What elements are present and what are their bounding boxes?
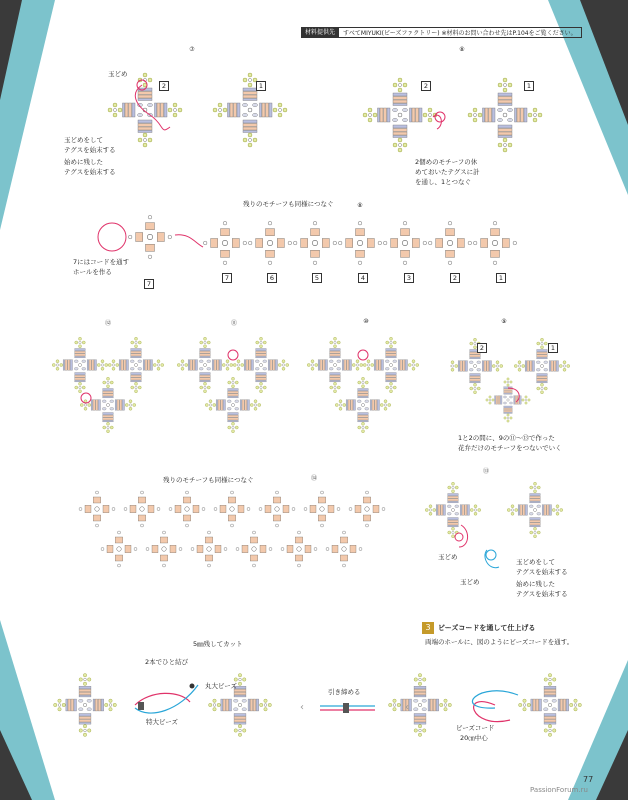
tie-off-note-b-2: テグスを始末する [516,568,568,576]
box-2-c: 2 [477,343,487,353]
chain-box-2: 2 [450,273,460,283]
box-2-a: 2 [159,81,169,91]
step-3-number: 3 [422,622,434,634]
box-1-c: 1 [548,343,558,353]
tie-off-note-a-2: テグスを始末する [64,146,116,154]
materials-header [301,27,582,38]
chain-box-1: 1 [496,273,506,283]
watermark: PassionForum.ru [530,786,588,794]
step-8-diagram [345,55,565,165]
step-9-note-2: 花弁だけのモチーフをつないでいく [458,444,562,452]
svg-text:‹: ‹ [405,702,409,713]
step-14-label: ⑭ [310,475,318,482]
box-1-b: 1 [524,81,534,91]
step-9-note-1: 1と2の間に、9の⑪〜⑬で作った [458,434,555,442]
tie-off-note-b-4: テグスを始末する [516,590,568,598]
bead-large-label: 丸大ビーズ [205,682,237,690]
chain-box-6: 6 [267,273,277,283]
step-8b-label: ⑧ [357,202,363,209]
corner-decoration-top-left [0,0,70,240]
tie-off-note-b-3: 始めに残した [516,580,555,588]
step-8-note-2: めておいたテグスに計 [415,168,480,176]
step-8-chain-diagram [95,205,545,280]
tamadome-label-b: 玉どめ [438,553,458,561]
step-14-diagram [62,485,402,575]
cut-note: 5㎜残してカット [193,640,243,648]
box-1-a: 1 [256,81,266,91]
join-rest-label-b: 残りのモチーフも同様につなぐ [163,476,254,484]
pull-tight-label: 引き締める [328,688,361,696]
cord-note-1: ビーズコード [456,724,495,732]
tie-off-note-b-1: 玉どめをして [516,558,555,566]
cord-note-2: 20㎝中心 [460,734,488,742]
chain-box-5: 5 [312,273,322,283]
bead-special-label: 特大ビーズ [146,718,178,726]
step-9-label: ⑨ [501,318,507,325]
tamadome-label-c: 玉どめ [460,578,480,586]
step-3-title: ビーズコードを通して仕上げる [438,624,536,632]
step-3-heading [422,622,535,634]
steps-12-to-10-diagram [48,328,433,438]
box-7-a: 7 [144,279,154,289]
tie-off-note-a-1: 玉どめをして [64,136,103,144]
chain-box-4: 4 [358,273,368,283]
step-7-label: ⑦ [189,46,195,53]
step-8-label: ⑧ [459,46,465,53]
step-10-label: ⑩ [363,318,369,325]
step-12-label: ⑫ [104,320,112,327]
chain-box-7: 7 [222,273,232,283]
step-11-label: ⑪ [230,320,238,327]
loop-note-1: 7にはコードを通す [73,258,130,266]
step-3-description: 両端のホールに、図のようにビーズコードを通す。 [425,638,574,646]
svg-text:‹: ‹ [300,702,304,713]
step-8-note-3: を通し、1とつなぐ [415,178,472,186]
box-2-b: 2 [421,81,431,91]
materials-info: すべてMIYUKI(ビーズファクトリー) ※材料のお問い合わせ先はP.104をご覧ください。 [339,27,582,38]
materials-tag: 材料提供先 [301,27,339,38]
loop-note-2: ホールを作る [73,268,112,276]
join-rest-label-a: 残りのモチーフも同様につなぐ [243,200,334,208]
tie-note: 2本でひと結び [145,658,189,666]
step-13-label: ⑬ [482,468,490,475]
step-8-note-1: 2個めのモチーフの休 [415,158,478,166]
chain-box-3: 3 [404,273,414,283]
finishing-diagram [40,650,600,760]
tie-off-note-a-3: 始めに残した [64,158,103,166]
tie-off-note-a-4: テグスを始末する [64,168,116,176]
page-number: 77 [583,775,594,784]
tamadome-label-a: 玉どめ [108,70,128,78]
